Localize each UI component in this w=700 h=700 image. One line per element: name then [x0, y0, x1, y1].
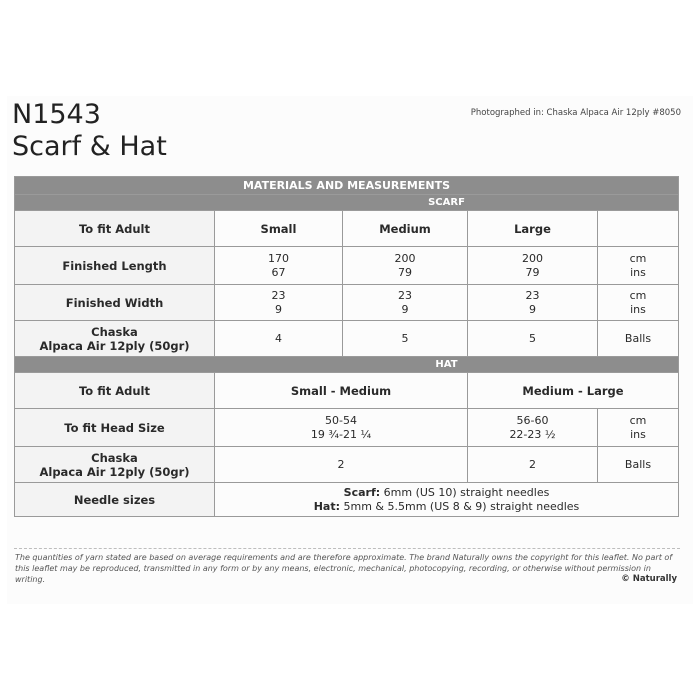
finished-width-label: Finished Width	[15, 285, 215, 321]
needles-scarf-text: 6mm (US 10) straight needles	[380, 485, 550, 499]
head-ml-cm: 56-60	[516, 413, 549, 427]
head-sm-cm: 50-54	[325, 413, 357, 427]
unit-ins: ins	[630, 302, 646, 316]
width-small-cm: 23	[271, 288, 286, 302]
table-row	[15, 447, 679, 483]
table-row	[15, 409, 679, 447]
scarf-band-label: SCARF	[215, 195, 679, 211]
section-title: MATERIALS AND MEASUREMENTS	[15, 177, 679, 195]
hat-yarn-small-medium: 2	[215, 447, 468, 483]
footer-divider	[14, 548, 680, 549]
hat-band-label: HAT	[215, 357, 679, 373]
width-large-ins: 9	[529, 302, 536, 316]
scarf-yarn-medium: 5	[343, 321, 468, 357]
table-row	[15, 211, 679, 247]
scarf-size-medium: Medium	[343, 211, 468, 247]
needle-sizes-label: Needle sizes	[15, 483, 215, 517]
scarf-band	[15, 195, 679, 211]
unit-ins: ins	[630, 427, 646, 441]
table-row	[15, 373, 679, 409]
width-large-cm: 23	[525, 288, 540, 302]
hat-yarn-label-line1: Chaska	[91, 450, 138, 465]
pattern-title: Scarf & Hat	[12, 131, 167, 162]
copyright-disclaimer: The quantities of yarn stated are based on average requirements and are therefore approximate. The brand Naturally owns the copyright for this leaflet. No part of this leaflet may be reproduced, transmitted in any form or by any means, electronic, mechanical, photocopying, recording, or otherwise without permission in writing.	[15, 553, 673, 584]
length-medium-cm: 200	[394, 251, 416, 265]
unit-cm: cm	[629, 251, 647, 265]
hat-yarn-unit: Balls	[598, 447, 679, 483]
scarf-yarn-unit: Balls	[598, 321, 679, 357]
photographed-in-note: Photographed in: Chaska Alpaca Air 12ply #8050	[470, 108, 681, 118]
length-small-ins: 67	[271, 265, 286, 279]
pattern-leaflet	[7, 96, 693, 604]
length-large-ins: 79	[525, 265, 540, 279]
head-ml-ins: 22-23 ½	[509, 427, 556, 441]
table-row	[15, 483, 679, 517]
head-size-label: To fit Head Size	[15, 409, 215, 447]
table-row	[15, 321, 679, 357]
scarf-yarn-label-line1: Chaska	[91, 324, 138, 339]
length-large-cm: 200	[522, 251, 543, 265]
finished-length-label: Finished Length	[15, 247, 215, 285]
width-medium-ins: 9	[401, 302, 409, 316]
table-row	[15, 285, 679, 321]
hat-yarn-label-line2: Alpaca Air 12ply (50gr)	[39, 464, 190, 479]
needles-hat-label: Hat:	[313, 499, 340, 513]
hat-yarn-medium-large: 2	[468, 447, 598, 483]
table-row	[15, 247, 679, 285]
scarf-yarn-small: 4	[215, 321, 343, 357]
unit-cm: cm	[629, 413, 647, 427]
length-medium-ins: 79	[398, 265, 412, 279]
scarf-size-small: Small	[215, 211, 343, 247]
hat-size-medium-large: Medium - Large	[468, 373, 679, 409]
copyright-mark: © Naturally	[621, 574, 677, 584]
needles-scarf-label: Scarf:	[343, 485, 381, 499]
head-sm-ins: 19 ¾-21 ¼	[310, 427, 372, 441]
scarf-yarn-large: 5	[468, 321, 598, 357]
unit-ins: ins	[630, 265, 646, 279]
hat-fit-label: To fit Adult	[15, 373, 215, 409]
hat-band	[15, 357, 679, 373]
scarf-fit-label: To fit Adult	[15, 211, 215, 247]
width-medium-cm: 23	[398, 288, 412, 302]
unit-cm: cm	[629, 288, 647, 302]
scarf-size-large: Large	[468, 211, 598, 247]
needles-hat-text: 5mm & 5.5mm (US 8 & 9) straight needles	[340, 499, 580, 513]
materials-section-header	[15, 177, 679, 195]
pattern-code: N1543	[12, 99, 101, 130]
hat-size-small-medium: Small - Medium	[215, 373, 468, 409]
scarf-yarn-label-line2: Alpaca Air 12ply (50gr)	[39, 338, 190, 353]
materials-table	[14, 176, 679, 517]
length-small-cm: 170	[268, 251, 289, 265]
width-small-ins: 9	[275, 302, 282, 316]
